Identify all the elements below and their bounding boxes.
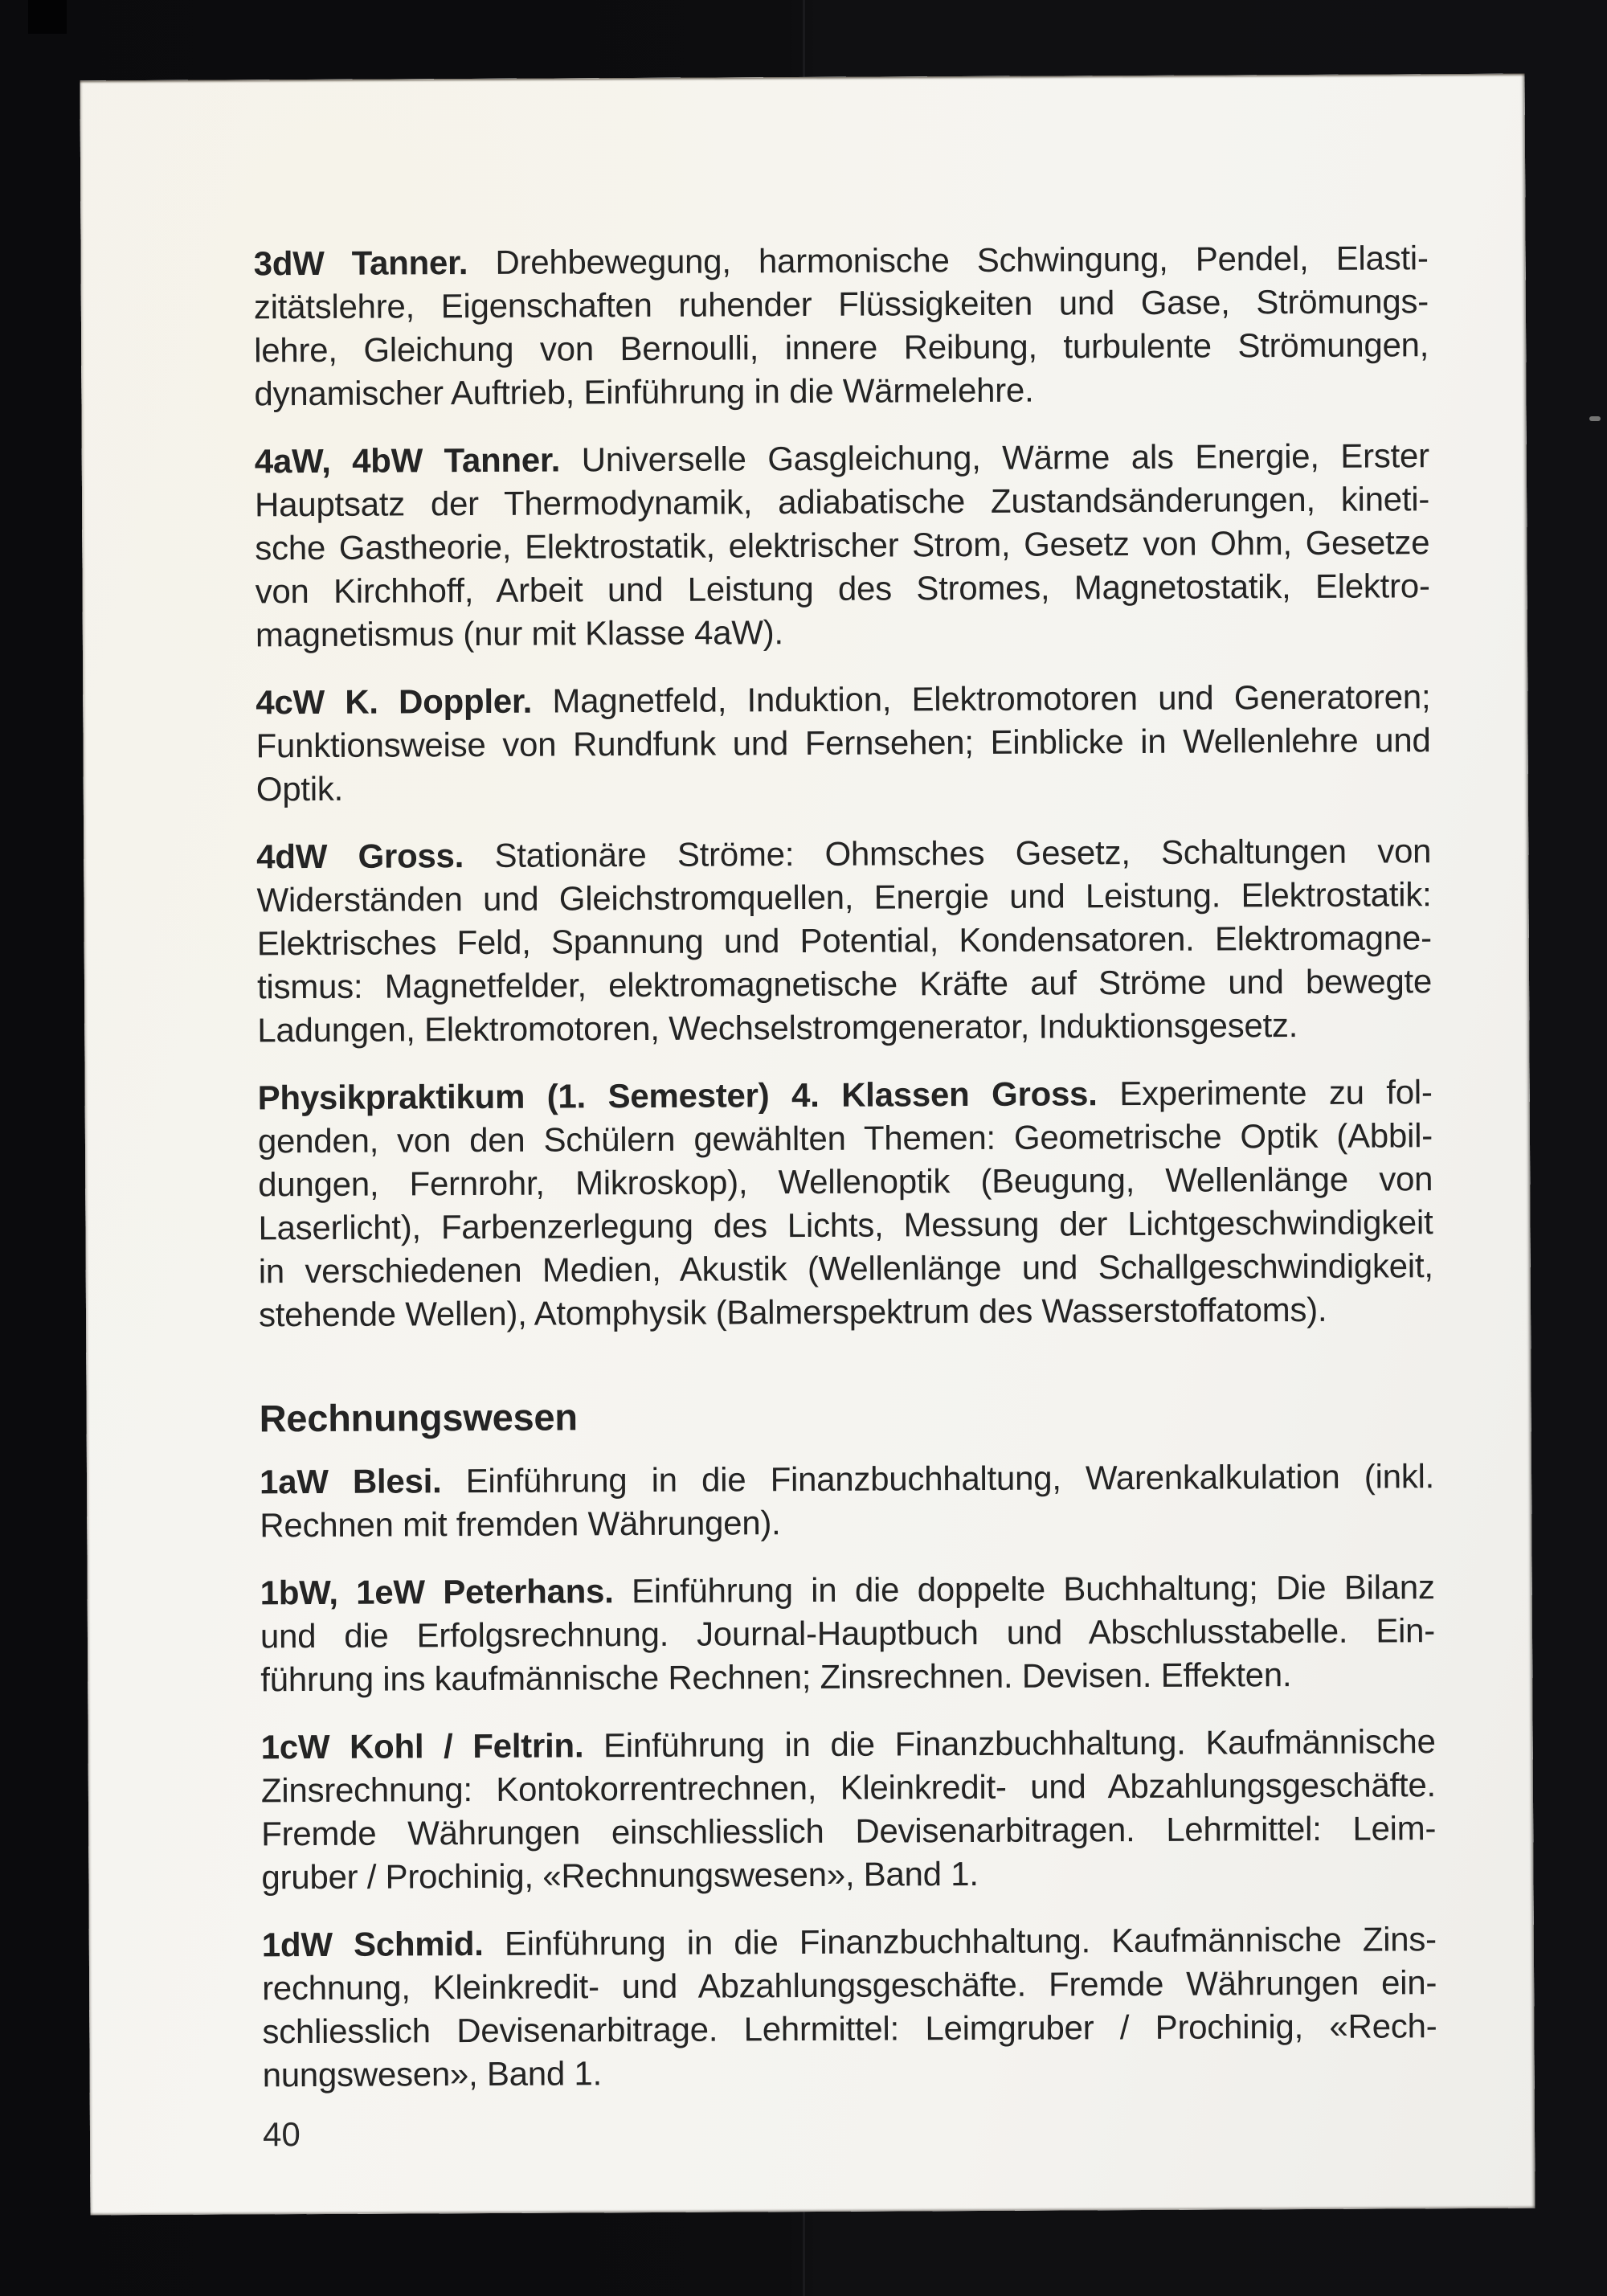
text-line (256, 608, 1430, 657)
line-text: tismus: Magnetfelder, elektromagnetische Kräfte auf Ströme und bewegte (256, 962, 1433, 1006)
line-text: Elektrisches Feld, Spannung und Potential, Kondensatoren. Elektromagne- (256, 919, 1432, 963)
course-code-teacher: 1dW Schmid. (261, 1924, 484, 1964)
text-line (254, 236, 1429, 285)
line-text: Einführung in die Finanzbuchhaltung. Kaufmännische (583, 1722, 1436, 1765)
text-line (258, 1070, 1433, 1119)
text-line (259, 1244, 1433, 1293)
text-line (261, 1720, 1436, 1769)
course-code-teacher: 1cW Kohl / Feltrin. (260, 1726, 584, 1766)
text-line (261, 1763, 1436, 1812)
line-text: Magnetfeld, Induktion, Elektromotoren und Generatoren; (532, 677, 1431, 720)
text-line (260, 1498, 1434, 1547)
line-text: Laserlicht), Farbenzerlegung des Lichts, Messung der Lichtgeschwindigkeit (258, 1203, 1433, 1247)
line-text: nungswesen», Band 1. (262, 2054, 603, 2094)
line-text: Hauptsatz der Thermodynamik, adiabatische Zustandsänderungen, kineti- (254, 480, 1430, 524)
text-line (263, 2048, 1437, 2097)
text-line (255, 477, 1429, 526)
course-code-teacher: 4dW Gross. (256, 837, 464, 876)
text-line (262, 1961, 1437, 2010)
text-line (257, 916, 1432, 965)
text-line (254, 366, 1429, 415)
text-line (254, 323, 1429, 372)
line-text: Funktionsweise von Rundfunk und Fernsehen; Einblicke in Wellenlehre und (256, 721, 1431, 765)
text-line (256, 829, 1431, 878)
line-text: Experimente zu fol- (1097, 1073, 1433, 1113)
line-text: Drehbewegung, harmonische Schwingung, Pendel, Elasti- (468, 239, 1429, 282)
text-line (256, 675, 1430, 724)
entry-3dw-tanner (254, 236, 1429, 415)
text-line (258, 1114, 1433, 1163)
line-text: Rechnen mit fremden Währungen). (260, 1504, 781, 1545)
text-line (257, 1003, 1432, 1052)
section-heading-text (260, 1391, 1434, 1440)
entry-4cw-doppler (256, 675, 1431, 811)
line-text: sche Gastheorie, Elektrostatik, elektrischer Strom, Gesetz von Ohm, Gesetze (255, 523, 1430, 567)
text-line (258, 1157, 1433, 1206)
line-text: magnetismus (nur mit Klasse 4aW). (255, 613, 783, 654)
text-line (255, 521, 1429, 570)
line-text: Einführung in die Finanzbuchhaltung, Warenkalkulation (inkl. (441, 1457, 1435, 1500)
line-text: lehre, Gleichung von Bernoulli, innere Reibung, turbulente Strömungen, (254, 325, 1429, 370)
line-text: und die Erfolgsrechnung. Journal-Hauptbuch und Abschlusstabelle. Ein- (260, 1611, 1436, 1655)
text-line (259, 1287, 1433, 1336)
scan-artifact-dark-notch (28, 0, 67, 34)
course-code-teacher: 1bW, 1eW Peterhans. (260, 1572, 614, 1612)
entry-1dw-schmid (262, 1917, 1437, 2097)
text-line (262, 1917, 1437, 1967)
section-heading-rechnungswesen (260, 1391, 1434, 1440)
line-text: rechnung, Kleinkredit- und Abzahlungsgeschäfte. Fremde Währungen ein- (262, 1963, 1437, 2007)
line-text: Optik. (256, 769, 344, 808)
line-text: gruber / Prochinig, «Rechnungswesen», Band 1. (261, 1854, 979, 1897)
page-text (254, 236, 1437, 2097)
text-line (260, 1652, 1435, 1701)
course-code-teacher: Physikpraktikum (1. Semester) 4. Klassen Gross. (257, 1074, 1098, 1117)
line-text: zitätslehre, Eigenschaften ruhender Flüssigkeiten und Gase, Strömungs- (253, 282, 1429, 326)
text-line (256, 718, 1430, 767)
text-line (255, 434, 1429, 483)
line-text: dungen, Fernrohr, Mikroskop), Wellenoptik (Beugung, Wellenlänge von (258, 1160, 1433, 1204)
text-line (260, 1455, 1434, 1504)
line-text: Universelle Gasgleichung, Wärme als Energie, Erster (560, 436, 1429, 479)
line-text: genden, von den Schülern gewählten Themen: Geometrische Optik (Abbil- (257, 1116, 1433, 1160)
text-line (261, 1850, 1436, 1899)
course-code-teacher: 4aW, 4bW Tanner. (254, 440, 561, 481)
text-line (261, 1807, 1436, 1856)
text-line (260, 1609, 1435, 1658)
line-text: Einführung in die Finanzbuchhaltung. Kaufmännische Zins- (483, 1920, 1437, 1962)
text-line (254, 280, 1429, 329)
entry-4aw-4bw-tanner (255, 434, 1430, 657)
entry-1bw-1ew-peterhans (260, 1565, 1436, 1701)
scan-artifact-fleck (1589, 416, 1601, 421)
course-code-teacher: 3dW Tanner. (253, 244, 468, 283)
text-line (256, 762, 1431, 811)
line-text: führung ins kaufmännische Rechnen; Zinsrechnen. Devisen. Effekten. (260, 1655, 1292, 1699)
line-text: von Kirchhoff, Arbeit und Leistung des Stromes, Magnetostatik, Elektro- (255, 567, 1430, 611)
line-text: Einführung in die doppelte Buchhaltung; Die Bilanz (613, 1568, 1435, 1610)
line-text: Fremde Währungen einschliesslich Devisenarbitragen. Lehrmittel: Leim- (261, 1809, 1437, 1853)
line-text: Zinsrechnung: Kontokorrentrechnen, Kleinkredit- und Abzahlungsgeschäfte. (260, 1766, 1437, 1810)
line-text: Rechnungswesen (259, 1395, 578, 1440)
text-line (260, 1565, 1435, 1615)
entry-4dw-gross (256, 829, 1432, 1052)
course-code-teacher: 4cW K. Doppler. (256, 681, 533, 722)
line-text: Stationäre Ströme: Ohmsches Gesetz, Schaltungen von (463, 832, 1432, 875)
line-text: Widerständen und Gleichstromquellen, Energie und Leistung. Elektrostatik: (256, 875, 1432, 919)
line-text: stehende Wellen), Atomphysik (Balmerspektrum des Wasserstoffatoms). (258, 1290, 1327, 1334)
text-line (258, 1201, 1433, 1250)
line-text: schliesslich Devisenarbitrage. Lehrmittel: Leimgruber / Prochinig, «Rech- (262, 2007, 1437, 2051)
text-line (257, 960, 1432, 1009)
text-line (255, 564, 1429, 613)
line-text: Ladungen, Elektromotoren, Wechselstromgenerator, Induktionsgesetz. (257, 1006, 1298, 1050)
line-text: dynamischer Auftrieb, Einführung in die Wärmelehre. (254, 370, 1034, 413)
text-line (262, 2004, 1437, 2053)
page-number: 40 (262, 2115, 301, 2154)
entry-1cw-kohl-feltrin (261, 1720, 1437, 1899)
book-page (80, 74, 1535, 2216)
text-line (256, 873, 1431, 922)
course-code-teacher: 1aW Blesi. (259, 1462, 442, 1501)
entry-physikpraktikum-gross (258, 1070, 1434, 1336)
entry-1aw-blesi (260, 1455, 1435, 1547)
line-text: in verschiedenen Medien, Akustik (Wellenlänge und Schallgeschwindigkeit, (258, 1246, 1433, 1291)
